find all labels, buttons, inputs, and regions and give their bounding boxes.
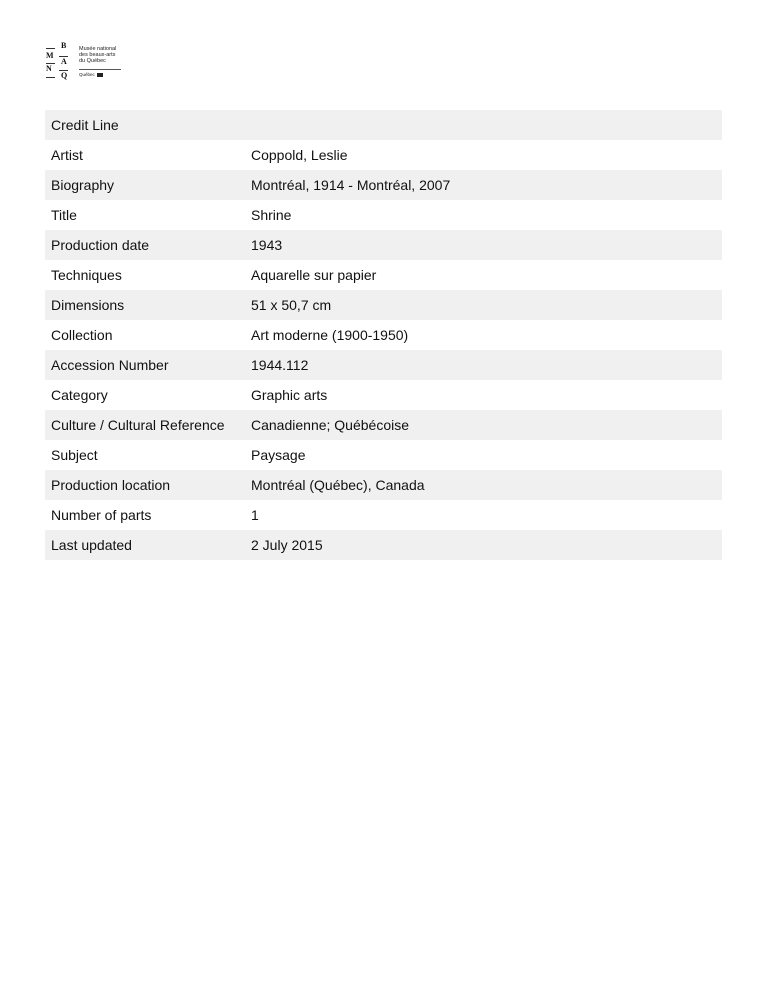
logo-letter-m: M: [46, 51, 54, 60]
logo-rule: [46, 77, 55, 78]
row-label: Techniques: [51, 267, 122, 283]
row-label: Subject: [51, 447, 98, 463]
table-row: [45, 530, 722, 560]
row-label: Number of parts: [51, 507, 152, 523]
logo-letter-a: A: [61, 57, 67, 66]
row-value: Art moderne (1900-1950): [251, 327, 409, 343]
row-label: Production date: [45, 230, 245, 260]
table-row: [45, 380, 722, 410]
row-value: 1: [251, 507, 259, 523]
row-value: [245, 110, 722, 140]
row-value: Montréal (Québec), Canada: [245, 470, 722, 500]
row-value: 1943: [245, 230, 722, 260]
table-row: [45, 290, 722, 320]
table-row: [45, 140, 722, 170]
logo-letter-q: Q: [61, 71, 68, 80]
logo-letter-n: N: [46, 64, 52, 73]
row-value: Aquarelle sur papier: [251, 267, 377, 283]
table-row: [45, 200, 722, 230]
row-value: 51 x 50,7 cm: [245, 290, 722, 320]
logo-letter-b: B: [61, 41, 67, 50]
row-label: Last updated: [45, 530, 245, 560]
row-label: Category: [51, 387, 108, 403]
museum-name-line: Musée national: [79, 46, 117, 52]
table-row: [45, 500, 722, 530]
flag-icon: [97, 73, 103, 77]
row-value: 1944.112: [245, 350, 722, 380]
row-label: Artist: [51, 147, 83, 163]
table-row: [45, 470, 722, 500]
row-label: Accession Number: [45, 350, 245, 380]
museum-logo: [44, 42, 124, 82]
museum-name-line: des beaux-arts: [79, 52, 116, 58]
table-row: [45, 410, 722, 440]
museum-name-line: du Québec: [79, 58, 106, 64]
row-value: Coppold, Leslie: [251, 147, 348, 163]
row-label: Culture / Cultural Reference: [45, 410, 245, 440]
row-value: Canadienne; Québécoise: [245, 410, 722, 440]
table-row: [45, 230, 722, 260]
row-label: Collection: [51, 327, 113, 343]
artwork-metadata-table: [45, 110, 722, 560]
table-row: [45, 440, 722, 470]
row-label: Credit Line: [45, 110, 245, 140]
table-row: [45, 110, 722, 140]
row-value: Paysage: [251, 447, 306, 463]
government-mark: [79, 72, 103, 77]
row-label: Dimensions: [45, 290, 245, 320]
table-row: [45, 350, 722, 380]
table-row: [45, 260, 722, 290]
table-row: [45, 170, 722, 200]
government-label: Québec: [79, 72, 95, 77]
row-label: Production location: [45, 470, 245, 500]
museum-name: [79, 46, 116, 64]
row-label: Title: [51, 207, 77, 223]
logo-rule: [46, 48, 55, 49]
logo-divider: [79, 69, 121, 70]
row-value: Montréal, 1914 - Montréal, 2007: [245, 170, 722, 200]
row-value: Graphic arts: [251, 387, 328, 403]
row-value: Shrine: [251, 207, 292, 223]
table-row: [45, 320, 722, 350]
row-value: 2 July 2015: [245, 530, 722, 560]
row-label: Biography: [45, 170, 245, 200]
